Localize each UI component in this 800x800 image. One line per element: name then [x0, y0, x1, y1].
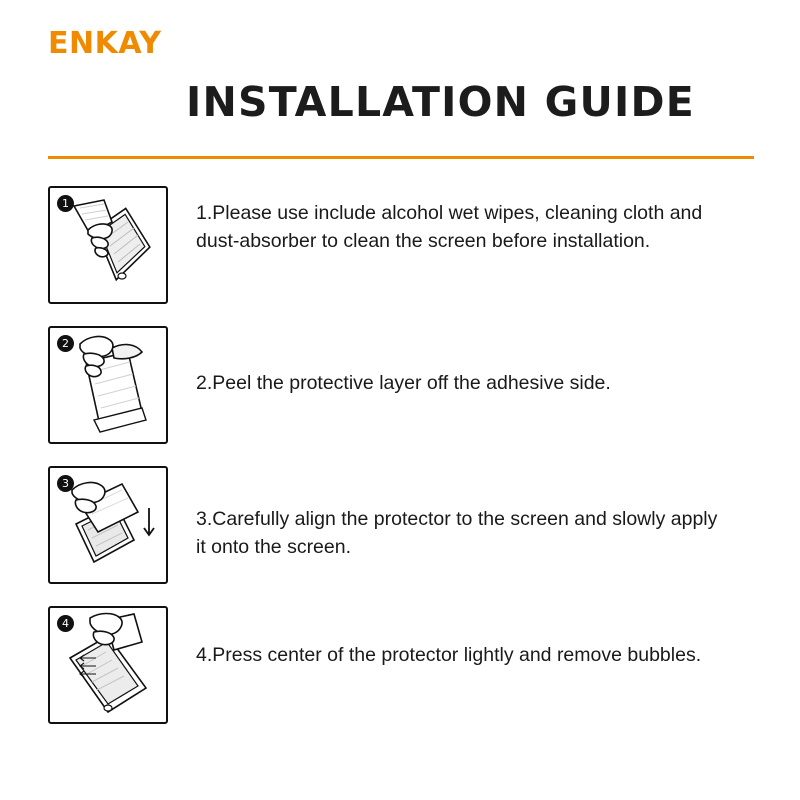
step-4-illustration [48, 606, 168, 724]
step-2-text: 2.Peel the protective layer off the adhesive side. [196, 372, 611, 394]
step-2-badge: 2 [57, 335, 74, 352]
step-1-illustration [48, 186, 168, 304]
step-1-badge: 1 [57, 195, 74, 212]
step-2-illustration [48, 326, 168, 444]
page-title-block [186, 78, 756, 126]
step-item [48, 186, 754, 304]
step-item [48, 326, 754, 444]
step-item [48, 466, 754, 584]
page-title: INSTALLATION GUIDE [186, 78, 695, 126]
step-3-badge: 3 [57, 475, 74, 492]
step-4-text: 4.Press center of the protector lightly and remove bubbles. [196, 644, 702, 666]
title-divider [48, 156, 754, 159]
step-3-text: 3.Carefully align the protector to the screen and slowly apply it onto the screen. [196, 508, 718, 558]
step-3-illustration [48, 466, 168, 584]
step-1-text: 1.Please use include alcohol wet wipes, cleaning cloth and dust-absorber to clean the screen before installation. [196, 202, 703, 252]
step-4-badge: 4 [57, 615, 74, 632]
brand-logo: ENKAY [48, 26, 162, 61]
step-item [48, 606, 754, 724]
steps-list [48, 186, 754, 746]
